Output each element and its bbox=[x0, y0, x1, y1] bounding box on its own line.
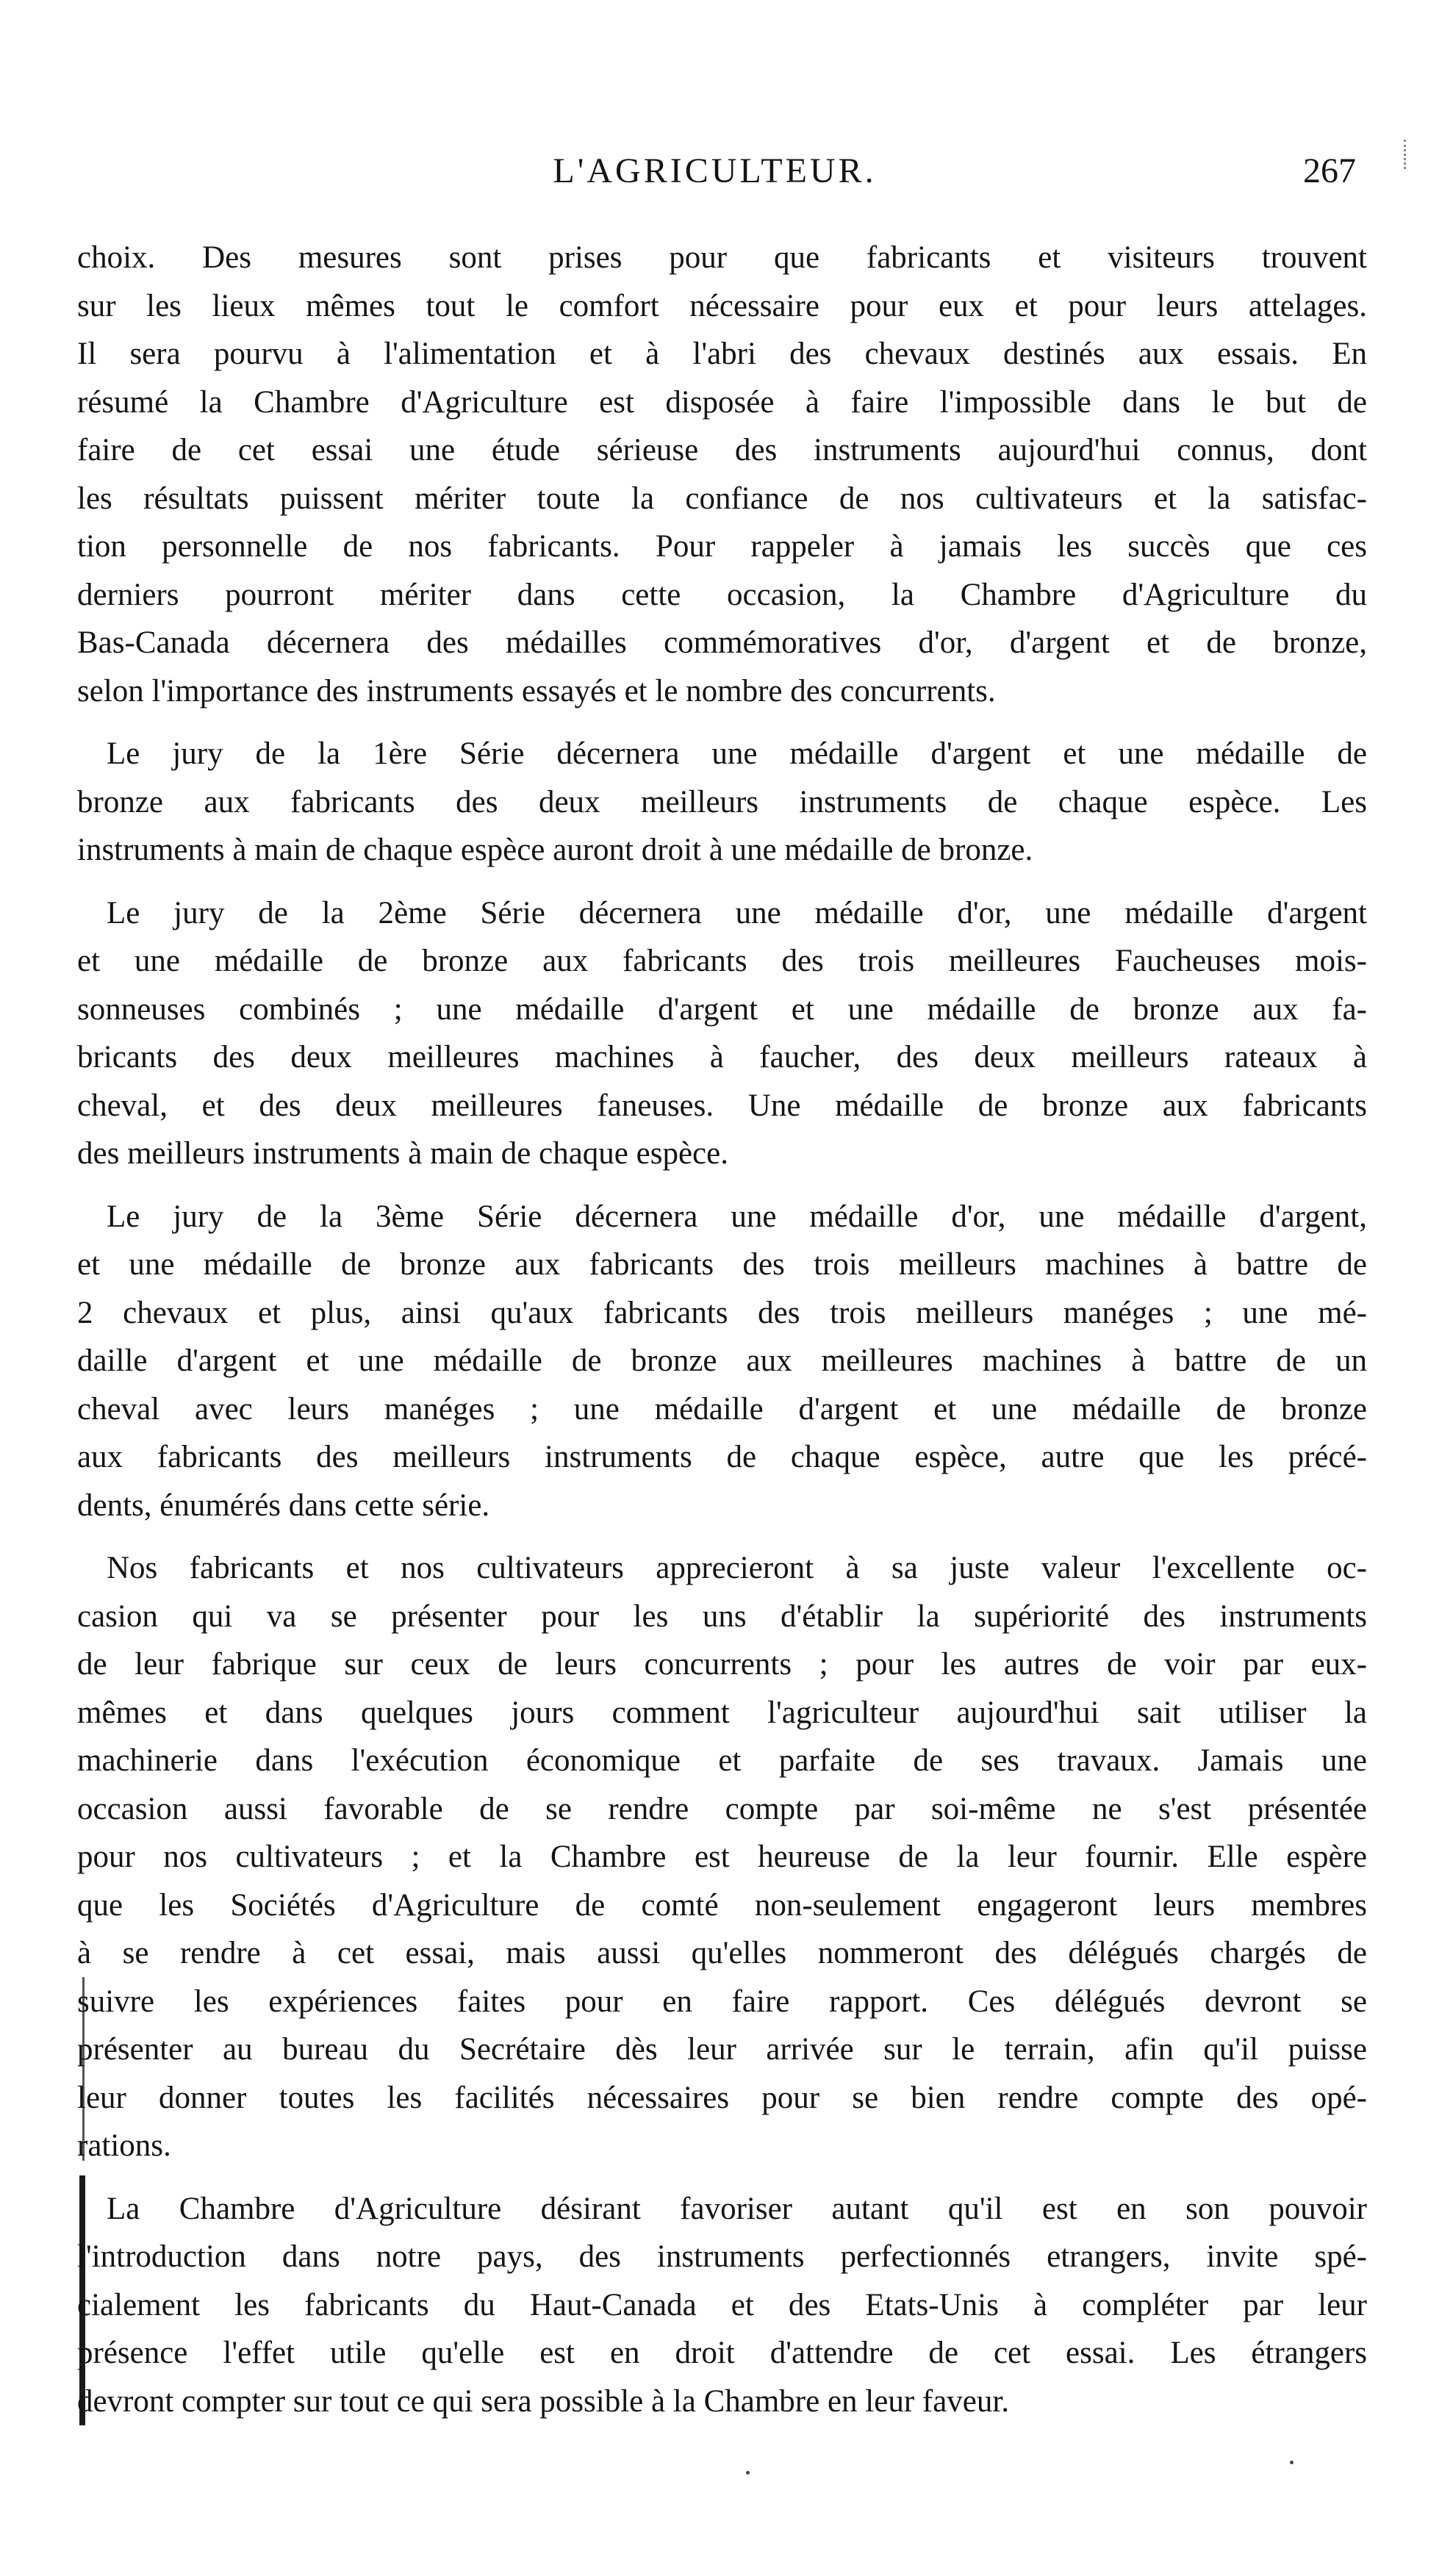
paragraph-2 bbox=[77, 730, 1367, 875]
text-line: de leur fabrique sur ceux de leurs concurrents ; pour les autres de voir par eux- bbox=[77, 1647, 1367, 1682]
page-header bbox=[73, 151, 1356, 202]
text-line: les résultats puissent mériter toute la confiance de nos cultivateurs et la satisfac- bbox=[77, 481, 1367, 516]
text-line: que les Sociétés d'Agriculture de comté non-seulement engageront leurs membres bbox=[77, 1887, 1367, 1923]
text-line: instruments à main de chaque espèce auront droit à une médaille de bronze. bbox=[77, 833, 1033, 867]
text-line: choix. Des mesures sont prises pour que fabricants et visiteurs trouvent bbox=[77, 240, 1367, 275]
text-line: résumé la Chambre d'Agriculture est disposée à faire l'impossible dans le but de bbox=[77, 384, 1367, 420]
text-line: des meilleurs instruments à main de chaque espèce. bbox=[77, 1136, 728, 1171]
text-line: occasion aussi favorable de se rendre compte par soi-même ne s'est présentée bbox=[77, 1791, 1367, 1826]
text-line: bronze aux fabricants des deux meilleurs instruments de chaque espèce. Les bbox=[77, 784, 1367, 819]
text-line: à se rendre à cet essai, mais aussi qu'elles nommeront des délégués chargés de bbox=[77, 1936, 1367, 1970]
text-line: sur les lieux mêmes tout le comfort nécessaire pour eux et pour leurs attelages. bbox=[77, 288, 1367, 323]
text-line: et une médaille de bronze aux fabricants des trois meilleures Faucheuses mois- bbox=[77, 944, 1367, 978]
paragraph-5 bbox=[77, 1544, 1367, 2170]
text-line: Nos fabricants et nos cultivateurs apprecieront à sa juste valeur l'excellente oc- bbox=[107, 1551, 1367, 1585]
text-line: casion qui va se présenter pour les uns d'établir la supériorité des instruments bbox=[77, 1599, 1367, 1634]
text-line: suivre les expériences faites pour en faire rapport. Ces délégués devront se bbox=[77, 1984, 1367, 2019]
text-line: derniers pourront mériter dans cette occasion, la Chambre d'Agriculture du bbox=[77, 577, 1367, 612]
text-line: dents, énumérés dans cette série. bbox=[77, 1488, 490, 1523]
print-speck bbox=[1290, 2461, 1294, 2464]
text-line: La Chambre d'Agriculture désirant favoriser autant qu'il est en son pouvoir bbox=[107, 2191, 1367, 2226]
text-line: tion personnelle de nos fabricants. Pour rappeler à jamais les succès que ces bbox=[77, 529, 1367, 564]
page-number: 267 bbox=[1303, 151, 1356, 190]
text-line: 2 chevaux et plus, ainsi qu'aux fabricants des trois meilleurs manéges ; une mé- bbox=[77, 1295, 1367, 1330]
text-line: rations. bbox=[77, 2128, 171, 2163]
text-line: machinerie dans l'exécution économique et parfaite de ses travaux. Jamais une bbox=[77, 1743, 1367, 1778]
paragraph-3 bbox=[77, 889, 1367, 1178]
text-line: l'introduction dans notre pays, des instruments perfectionnés etrangers, invite spé- bbox=[77, 2239, 1367, 2274]
text-line: selon l'importance des instruments essayés et le nombre des concurrents. bbox=[77, 673, 996, 708]
text-line: et une médaille de bronze aux fabricants des trois meilleurs machines à battre de bbox=[77, 1247, 1367, 1282]
text-line: cheval, et des deux meilleures faneuses. Une médaille de bronze aux fabricants bbox=[77, 1088, 1367, 1123]
text-line: Bas-Canada décernera des médailles commémoratives d'or, d'argent et de bronze, bbox=[77, 625, 1367, 660]
print-speck bbox=[746, 2471, 750, 2475]
text-line: pour nos cultivateurs ; et la Chambre est heureuse de la leur fournir. Elle espère bbox=[77, 1840, 1367, 1874]
paragraph-1 bbox=[77, 234, 1367, 715]
text-line: Il sera pourvu à l'alimentation et à l'abri des chevaux destinés aux essais. En bbox=[77, 337, 1367, 371]
text-line: mêmes et dans quelques jours comment l'agriculteur aujourd'hui sait utiliser la bbox=[77, 1695, 1367, 1730]
text-line: Le jury de la 1ère Série décernera une médaille d'argent et une médaille de bbox=[107, 736, 1367, 771]
paragraph-4 bbox=[77, 1193, 1367, 1530]
text-line: Le jury de la 2ème Série décernera une médaille d'or, une médaille d'argent bbox=[107, 895, 1367, 930]
body-text bbox=[77, 234, 1367, 2425]
text-line: présence l'effet utile qu'elle est en droit d'attendre de cet essai. Les étrangers bbox=[77, 2336, 1367, 2370]
text-line: cialement les fabricants du Haut-Canada et des Etats-Unis à compléter par leur bbox=[77, 2287, 1367, 2322]
text-line: sonneuses combinés ; une médaille d'argent et une médaille de bronze aux fa- bbox=[77, 991, 1367, 1027]
paragraph-6 bbox=[77, 2185, 1367, 2426]
text-line: bricants des deux meilleures machines à faucher, des deux meilleurs rateaux à bbox=[77, 1040, 1367, 1074]
running-title: L'AGRICULTEUR. bbox=[553, 151, 877, 190]
text-line: leur donner toutes les facilités nécessaires pour se bien rendre compte des opé- bbox=[77, 2080, 1367, 2115]
text-line: présenter au bureau du Secrétaire dès leur arrivée sur le terrain, afin qu'il puisse bbox=[77, 2032, 1367, 2067]
text-line: Le jury de la 3ème Série décernera une médaille d'or, une médaille d'argent, bbox=[107, 1199, 1367, 1234]
page-edge-marks bbox=[1404, 140, 1409, 169]
text-line: cheval avec leurs manéges ; une médaille d'argent et une médaille de bronze bbox=[77, 1391, 1367, 1427]
text-line: devront compter sur tout ce qui sera possible à la Chambre en leur faveur. bbox=[77, 2383, 1010, 2419]
text-line: aux fabricants des meilleurs instruments de chaque espèce, autre que les précé- bbox=[77, 1440, 1367, 1474]
text-line: faire de cet essai une étude sérieuse des instruments aujourd'hui connus, dont bbox=[77, 433, 1367, 467]
text-line: daille d'argent et une médaille de bronze aux meilleures machines à battre de un bbox=[77, 1343, 1367, 1378]
